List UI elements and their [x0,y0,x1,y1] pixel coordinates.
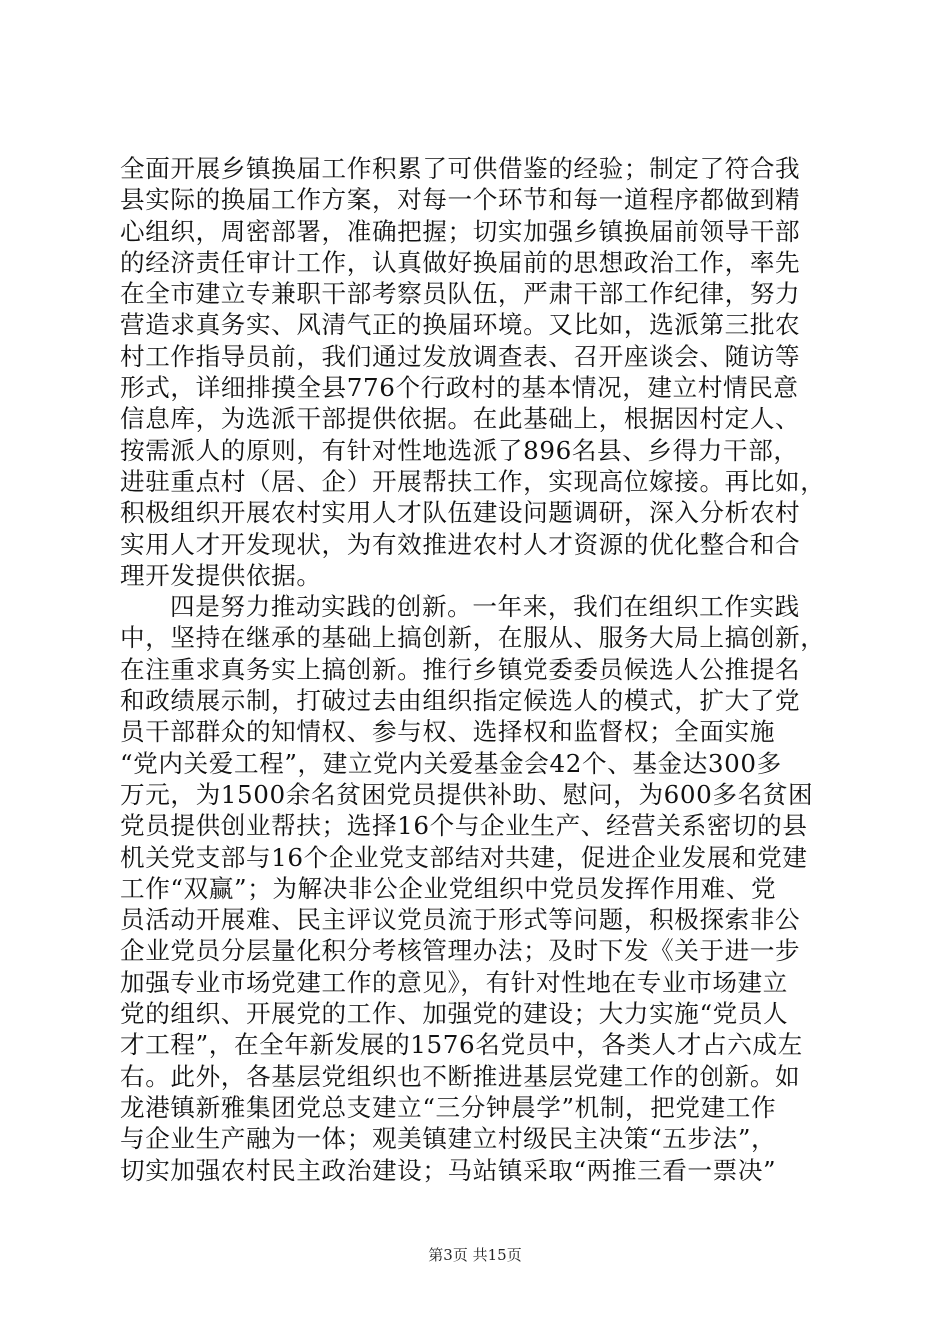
page-number-footer: 第3页 共15页 [428,1246,522,1264]
text-line: 按需派人的原则，有针对性地选派了896名县、乡得力干部， [120,435,799,465]
text-line: 形式，详细排摸全县776个行政村的基本情况，建立村情民意 [120,373,799,403]
text-line: 与企业生产融为一体；观美镇建立村级民主决策“五步法”， [120,1124,777,1154]
text-line: 才工程”，在全年新发展的1576名党员中，各类人才占六成左 [120,1030,803,1060]
text-line: 县实际的换届工作方案，对每一个环节和每一道程序都做到精 [120,185,801,215]
text-line: 营造求真务实、风清气正的换届环境。又比如，选派第三批农 [120,310,801,340]
text-line: 进驻重点村（居、企）开展帮扶工作，实现高位嫁接。再比如， [120,466,826,496]
text-line: 和政绩展示制，打破过去由组织指定候选人的模式，扩大了党 [120,686,801,716]
text-line: 在注重求真务实上搞创新。推行乡镇党委委员候选人公推提名 [120,654,801,684]
text-line: 党员提供创业帮扶；选择16个与企业生产、经营关系密切的县 [120,811,808,841]
text-line: 信息库，为选派干部提供依据。在此基础上，根据因村定人、 [120,404,801,434]
text-line: 龙港镇新雅集团党总支建立“三分钟晨学”机制，把党建工作 [120,1092,777,1122]
text-line: 切实加强农村民主政治建设；马站镇采取“两推三看一票决” [120,1155,777,1185]
text-line: 工作“双赢”；为解决非公企业党组织中党员发挥作用难、党 [120,873,777,903]
text-line: “党内关爱工程”，建立党内关爱基金会42个、基金达300多 [120,748,782,778]
text-line: 右。此外，各基层党组织也不断推进基层党建工作的创新。如 [120,1061,801,1091]
paragraph-1 [120,153,832,591]
text-line: 在全市建立专兼职干部考察员队伍，严肃干部工作纪律，努力 [120,279,801,309]
text-line: 实用人才开发现状，为有效推进农村人才资源的优化整合和合 [120,529,801,559]
text-line-first: 四是努力推动实践的创新。一年来，我们在组织工作实践 [170,592,800,622]
text-line: 机关党支部与16个企业党支部结对共建，促进企业发展和党建 [120,842,808,872]
text-line: 理开发提供依据。 [120,560,322,590]
text-line: 员活动开展难、民主评议党员流于形式等问题，积极探索非公 [120,905,801,935]
text-line: 党的组织、开展党的工作、加强党的建设；大力实施“党员人 [120,999,789,1029]
text-line: 村工作指导员前，我们通过发放调查表、召开座谈会、随访等 [120,341,801,371]
text-line: 员干部群众的知情权、参与权、选择权和监督权；全面实施 [120,717,776,747]
text-line: 全面开展乡镇换届工作积累了可供借鉴的经验；制定了符合我 [120,154,801,183]
document-body [120,153,832,1186]
text-line: 企业党员分层量化积分考核管理办法；及时下发《关于进一步 [120,936,801,966]
text-line: 心组织，周密部署，准确把握；切实加强乡镇换届前领导干部 [120,216,801,246]
text-line: 加强专业市场党建工作的意见》，有针对性地在专业市场建立 [120,967,788,997]
text-line: 中，坚持在继承的基础上搞创新，在服从、服务大局上搞创新， [120,623,826,653]
text-line: 万元，为1500余名贫困党员提供补助、慰问，为600多名贫困 [120,779,814,809]
paragraph-2 [120,591,832,1186]
text-line: 积极组织开展农村实用人才队伍建设问题调研，深入分析农村 [120,498,801,528]
text-line: 的经济责任审计工作，认真做好换届前的思想政治工作，率先 [120,247,801,277]
